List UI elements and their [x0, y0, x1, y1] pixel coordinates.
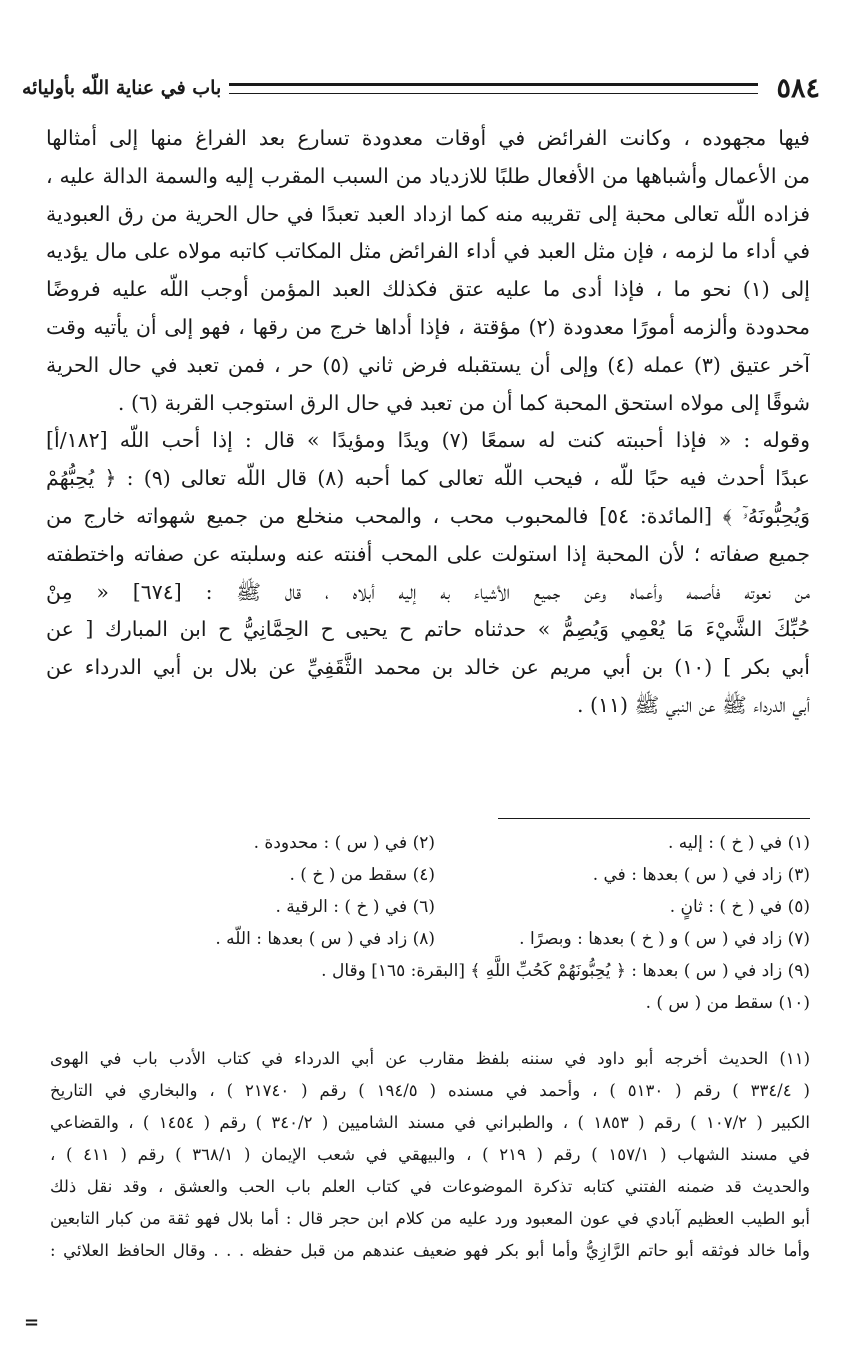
footnote-line: والحديث قد ضمنه الفتني كتابه تذكرة الموضوعات في كتاب العلم باب الحب والعشق ، وقد نقل ذلك — [50, 1177, 810, 1196]
footnote: (٣) زاد في ( س ) بعدها : في . — [592, 865, 810, 885]
main-text — [46, 120, 810, 725]
footnote-line: الكبير ( ١٠٧/٢ ) رقم ( ١٨٥٣ ) ، والطبراني في مسند الشاميين ( ٣٤٠/٢ ) رقم ( ١٤٥٤ ) ، والقضاعي — [50, 1113, 810, 1132]
text-line: جميع صفاته ؛ لأن المحبة إذا استولت على المحب أفنته عنه وسلبته عن صفاته واختطفته — [46, 541, 810, 566]
text-line: فزاده اللّه تعالى محبة إلى تقريبه منه كما ازداد العبد تعبدًا في حال الحرية من رق العبودية — [46, 201, 810, 226]
footnote-line: ( ٣٣٤/٤ ) رقم ( ٥١٣٠ ) ، وأحمد في مسنده ( ١٩٤/٥ ) رقم ( ٢١٧٤٠ ) ، والبخاري في التاريخ — [50, 1081, 810, 1100]
footnote: (١٠) سقط من ( س ) . — [645, 993, 810, 1013]
header-rule — [229, 83, 758, 94]
footnote-row — [60, 923, 810, 955]
footnote-separator — [498, 818, 810, 819]
text-line: حُبِّكَ الشَّيْءَ مَا يُعْمِي وَيُصِمُّ » حدثناه حاتم ح يحيى ح الحِمَّانِيُّ ح ابن المبارك [ عن — [46, 617, 810, 642]
footnote: (١) في ( خ ) : إليه . — [667, 833, 810, 853]
footnote-line: أبو الطيب العظيم آبادي في عون المعبود ورد عليه من كلام ابن حجر قال : أما بلال فهو ثقة من كبار التابعين — [50, 1209, 810, 1228]
footnote: (٧) زاد في ( س ) و ( خ ) بعدها : وبصرًا . — [519, 929, 810, 949]
footnote: (٨) زاد في ( س ) بعدها : اللّه . — [215, 929, 435, 949]
footnote-row — [60, 891, 810, 923]
running-header — [22, 66, 820, 110]
footnote-line: وأما خالد فوثقه أبو حاتم الرَّازِيُّ وأما أبو بكر فهو ضعيف عندهم من قبل حفظه . . . وقال الحافظ العلائي : — [50, 1241, 810, 1260]
text-line: محدودة وألزمه أمورًا معدودة (٢) مؤقتة ، فإذا أداها خرج من رقها ، فهو إلى أن يأتيه وقت — [46, 314, 810, 339]
text-line: وَيُحِبُّونَهُۥٓ ﴾ [المائدة: ٥٤] فالمحبوب محب ، والمحب منخلع من جميع شهواته خارج من — [46, 503, 810, 528]
text-line: فيها مجهوده ، وكانت الفرائض في أوقات معدودة تسارع بعد الفراغ منها إلى أمثالها — [46, 126, 810, 150]
footnote: (٦) في ( خ ) : الرقية . — [275, 897, 435, 917]
footnote-line: (١١) الحديث أخرجه أبو داود في سننه بلفظ مقارب عن أبي الدرداء في كتاب الأدب باب في الهوى — [50, 1049, 810, 1068]
footnote-row — [60, 859, 810, 891]
footnote-11 — [50, 1043, 810, 1267]
text-line: آخر عتيق (٣) عمله (٤) وإلى أن يستقبله فرض ثاني (٥) حر ، فمن تعبد في حال الحرية — [46, 352, 810, 377]
footnote: (٢) في ( س ) : محدودة . — [253, 833, 435, 853]
footnote-row — [60, 827, 810, 859]
text-line: من نعوته فأصمه وأعماه وعن جميع الأشياء به إليه أبلاه ، قال ﷺ : [٦٧٤] « مِنْ — [46, 579, 810, 604]
page-number: ٥٨٤ — [776, 72, 820, 104]
text-line: إلى (١) نحو ما ، فإذا أدى ما عليه عتق فكذلك العبد المؤمن أوجب اللّه عليه فروضًا — [46, 277, 810, 302]
footnote: (٩) زاد في ( س ) بعدها : ﴿ يُحِبُّونَهُمْ كَحُبِّ اللَّهِ ﴾ [البقرة: ١٦٥] وقال . — [321, 961, 810, 981]
text-line: عبدًا أحدث فيه حبًا للّه ، فيحب اللّه تعالى كما أحبه (٨) قال اللّه تعالى (٩) : ﴿ يُحِبُّهُمْ — [46, 466, 810, 491]
text-line: أبي الدرداء ﷺ عن النبي ﷺ (١١) . — [576, 692, 810, 717]
footnote: (٥) في ( خ ) : ثانٍ . — [669, 897, 810, 917]
text-line: شوقًا إلى مولاه استحق المحبة كما أن من تعبد في حال الرق استوجب القربة (٦) . — [117, 390, 810, 415]
text-line: في أداء ما لزمه ، فإن مثل العبد في أداء الفرائض مثل المكاتب كاتبه مولاه على مال يؤديه — [46, 239, 810, 264]
chapter-title: باب في عناية اللّه بأوليائه — [22, 77, 222, 99]
footnotes-short — [60, 827, 810, 1019]
continuation-mark: = — [24, 1312, 40, 1333]
text-line: من الأعمال وأشباهها من الأفعال طلبًا للازدياد من السبب المقرب إليه والسمة الدالة عليه ، — [46, 163, 810, 188]
text-line: أبي بكر ] (١٠) بن أبي مريم عن خالد بن محمد الثَّقَفِيِّ عن بلال بن أبي الدرداء عن — [46, 655, 810, 680]
footnote-line: في مسند الشهاب ( ١٥٧/١ ) رقم ( ٢١٩ ) ، والبيهقي في شعب الإيمان ( ٣٦٨/١ ) رقم ( ٤١١ ) ، — [50, 1145, 810, 1164]
footnote-row — [60, 987, 810, 1019]
text-line: وقوله : « فإذا أحببته كنت له سمعًا (٧) ويدًا ومؤيدًا » قال : إذا أحب اللّه [١٨٢/أ] — [46, 428, 810, 453]
footnote-row — [60, 955, 810, 987]
footnote: (٤) سقط من ( خ ) . — [289, 865, 435, 885]
